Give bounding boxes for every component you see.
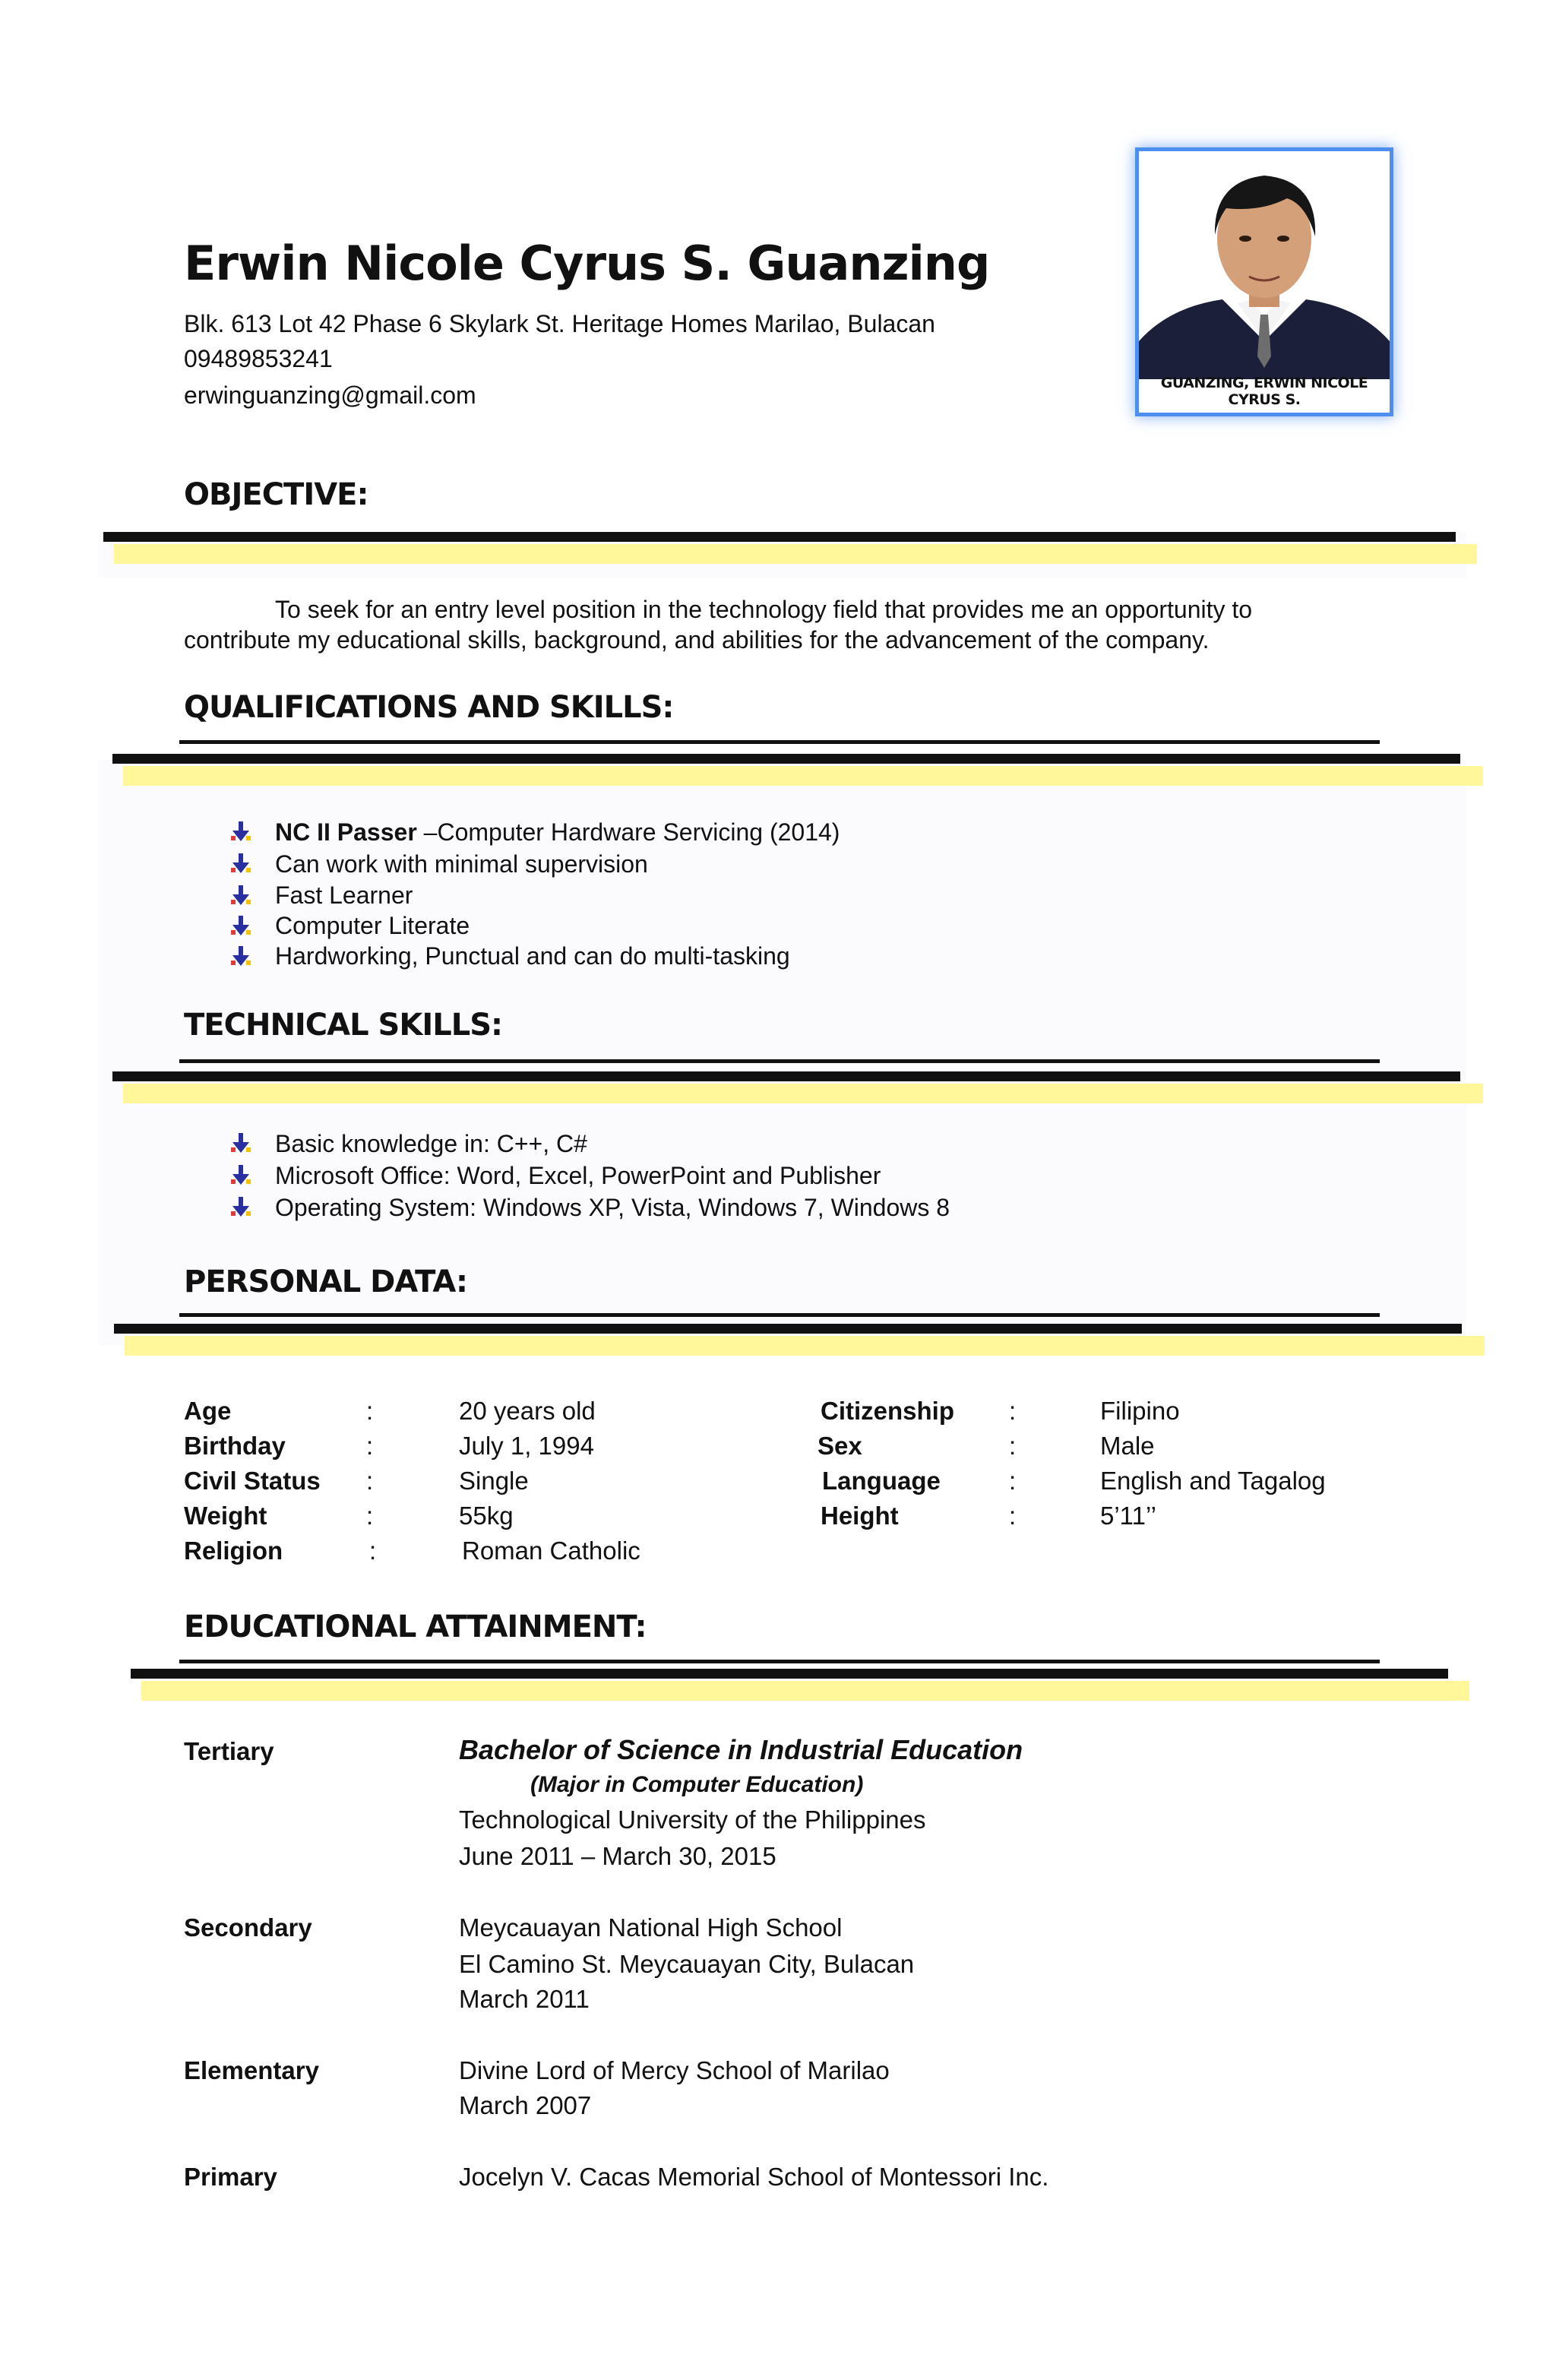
- arrow-bullet-icon: [229, 885, 252, 907]
- technical-list: [229, 1128, 950, 1223]
- photo-caption: GUANZING, ERWIN NICOLE CYRUS S.: [1160, 375, 1368, 408]
- personal-heading: PERSONAL DATA:: [184, 1264, 468, 1299]
- list-item: [229, 816, 840, 848]
- height-label: Height: [821, 1502, 899, 1530]
- separator: :: [1009, 1432, 1017, 1460]
- technical-heading: TECHNICAL SKILLS:: [184, 1008, 502, 1043]
- objective-line-2: contribute my educational skills, background, and abilities for the advancement of the company.: [184, 626, 1210, 654]
- skill-text: Computer Literate: [275, 912, 470, 939]
- applicant-name: Erwin Nicole Cyrus S. Guanzing: [184, 236, 990, 291]
- list-item: [229, 848, 840, 880]
- phone-number: 09489853241: [184, 345, 333, 372]
- section-highlight-bar: [114, 544, 1477, 564]
- certification-detail: –Computer Hardware Servicing (2014): [416, 818, 840, 846]
- arrow-bullet-icon: [229, 915, 252, 938]
- language-value: English and Tagalog: [1100, 1467, 1326, 1495]
- arrow-bullet-icon: [229, 1132, 252, 1155]
- separator: :: [1009, 1467, 1017, 1495]
- education-heading: EDUCATIONAL ATTAINMENT:: [184, 1609, 647, 1644]
- separator: :: [369, 1537, 377, 1565]
- portrait-image: [1139, 151, 1390, 413]
- religion-label: Religion: [184, 1537, 283, 1565]
- civil-status-label: Civil Status: [184, 1467, 321, 1495]
- elementary-date: March 2007: [459, 2091, 592, 2119]
- separator: :: [366, 1397, 374, 1425]
- section-divider: [112, 1071, 1460, 1081]
- section-highlight-bar: [125, 1336, 1485, 1356]
- weight-value: 55kg: [459, 1502, 514, 1530]
- skill-text: Operating System: Windows XP, Vista, Windows 7, Windows 8: [275, 1194, 950, 1221]
- citizenship-value: Filipino: [1100, 1397, 1180, 1425]
- list-item: [229, 941, 840, 971]
- qualifications-list: [229, 816, 840, 971]
- birthday-value: July 1, 1994: [459, 1432, 594, 1460]
- secondary-date: March 2011: [459, 1985, 590, 2013]
- section-highlight-bar: [141, 1681, 1469, 1701]
- email-address: erwinguanzing@gmail.com: [184, 381, 476, 409]
- primary-label: Primary: [184, 2163, 277, 2191]
- age-label: Age: [184, 1397, 232, 1425]
- objective-heading: OBJECTIVE:: [184, 477, 368, 512]
- height-value: 5’11’’: [1100, 1502, 1157, 1530]
- separator: :: [366, 1502, 374, 1530]
- arrow-bullet-icon: [229, 821, 252, 843]
- skill-text: Hardworking, Punctual and can do multi-tasking: [275, 942, 790, 970]
- heading-underline: [179, 1313, 1380, 1317]
- tertiary-school: Technological University of the Philippines: [459, 1806, 926, 1834]
- list-item: [229, 1128, 950, 1160]
- tertiary-degree: Bachelor of Science in Industrial Education: [459, 1734, 1023, 1765]
- heading-underline: [179, 1660, 1380, 1663]
- skill-text: Fast Learner: [275, 881, 413, 909]
- objective-line-1: To seek for an entry level position in the technology field that provides me an opportunity to: [275, 596, 1253, 623]
- separator: :: [1009, 1502, 1017, 1530]
- arrow-bullet-icon: [229, 1164, 252, 1187]
- separator: :: [366, 1467, 374, 1495]
- weight-label: Weight: [184, 1502, 267, 1530]
- sex-label: Sex: [818, 1432, 862, 1460]
- profile-photo: [1135, 147, 1393, 416]
- birthday-label: Birthday: [184, 1432, 286, 1460]
- skill-text: Basic knowledge in: C++, C#: [275, 1130, 587, 1157]
- certification-title: NC II Passer: [275, 818, 417, 846]
- secondary-school: Meycauayan National High School: [459, 1913, 843, 1942]
- section-highlight-bar: [123, 766, 1483, 786]
- secondary-label: Secondary: [184, 1913, 312, 1942]
- arrow-bullet-icon: [229, 945, 252, 968]
- section-divider: [131, 1669, 1448, 1679]
- elementary-label: Elementary: [184, 2056, 319, 2084]
- list-item: [229, 1160, 950, 1192]
- age-value: 20 years old: [459, 1397, 596, 1425]
- heading-underline: [179, 1059, 1380, 1063]
- arrow-bullet-icon: [229, 1196, 252, 1219]
- section-divider: [112, 754, 1460, 764]
- civil-status-value: Single: [459, 1467, 529, 1495]
- list-item: [229, 910, 840, 941]
- sex-value: Male: [1100, 1432, 1155, 1460]
- qualifications-heading: QUALIFICATIONS AND SKILLS:: [184, 690, 674, 725]
- secondary-address: El Camino St. Meycauayan City, Bulacan: [459, 1950, 915, 1978]
- separator: :: [366, 1432, 374, 1460]
- religion-value: Roman Catholic: [462, 1537, 640, 1565]
- tertiary-major: (Major in Computer Education): [530, 1772, 864, 1797]
- heading-underline: [179, 740, 1380, 744]
- skill-text: Can work with minimal supervision: [275, 850, 648, 878]
- section-highlight-bar: [123, 1084, 1483, 1103]
- skill-text: Microsoft Office: Word, Excel, PowerPoint and Publisher: [275, 1162, 881, 1189]
- language-label: Language: [822, 1467, 941, 1495]
- citizenship-label: Citizenship: [821, 1397, 955, 1425]
- section-divider: [103, 532, 1456, 542]
- list-item: [229, 1192, 950, 1223]
- section-divider: [114, 1324, 1462, 1334]
- separator: :: [1009, 1397, 1017, 1425]
- list-item: [229, 880, 840, 910]
- arrow-bullet-icon: [229, 853, 252, 875]
- address: Blk. 613 Lot 42 Phase 6 Skylark St. Heritage Homes Marilao, Bulacan: [184, 310, 935, 337]
- tertiary-label: Tertiary: [184, 1737, 274, 1765]
- primary-school: Jocelyn V. Cacas Memorial School of Montessori Inc.: [459, 2163, 1049, 2191]
- elementary-school: Divine Lord of Mercy School of Marilao: [459, 2056, 890, 2084]
- tertiary-dates: June 2011 – March 30, 2015: [459, 1842, 776, 1870]
